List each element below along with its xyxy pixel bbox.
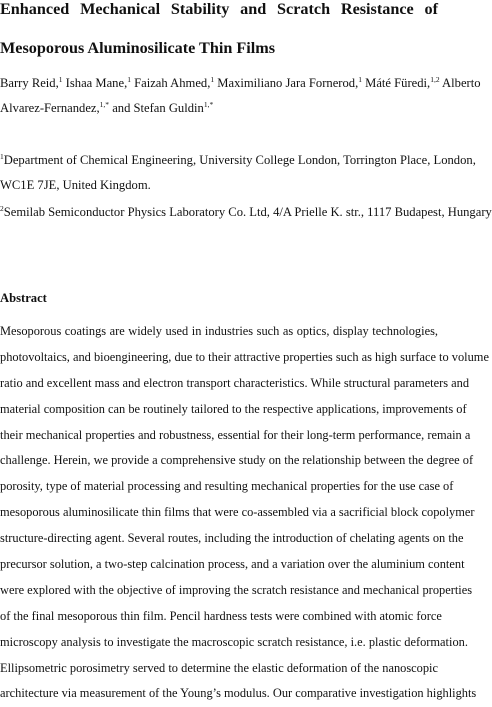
- abstract-line: were explored with the objective of improving the scratch resistance and mechanical properties: [0, 582, 473, 597]
- author-affiliation-mark: 1,2: [430, 74, 440, 84]
- author-list: [0, 71, 481, 121]
- author-name: Faizah Ahmed,: [134, 76, 211, 90]
- abstract-line: mesoporous aluminosilicate thin films that were co-assembled via a sacrificial block copolymer: [0, 505, 475, 520]
- author-line-2: [0, 96, 437, 121]
- abstract-line: Mesoporous coatings are widely used in industries such as optics, display technologies,: [0, 324, 438, 338]
- abstract-line: challenge. Herein, we provide a comprehensive study on the relationship between the degree of: [0, 453, 474, 468]
- abstract-line: their mechanical properties and robustness, essential for their long-term performance, remain a: [0, 427, 471, 442]
- abstract-body: [0, 319, 489, 707]
- affiliation-1-line-1: [0, 148, 476, 173]
- abstract-line: photovoltaics, and bioengineering, due to their attractive properties such as high surface to volume: [0, 349, 489, 364]
- author-name: Maximiliano Jara Fornerod,: [217, 76, 359, 90]
- abstract-line: material composition can be routinely tailored to the respective applications, improvements of: [0, 401, 467, 416]
- affiliation-text: Semilab Semiconductor Physics Laboratory Co. Ltd, 4/A Prielle K. str., 1117 Budapest, Hungary: [3, 205, 492, 219]
- author-name: Ishaa Mane,: [65, 76, 128, 90]
- abstract-line: architecture via measurement of the Young’s modulus. Our comparative investigation highlights: [0, 686, 477, 701]
- abstract-line: of the final mesoporous thin film. Pencil hardness tests were combined with atomic force: [0, 608, 442, 623]
- author-affiliation-mark: 1: [58, 74, 63, 84]
- author-affiliation-mark: 1: [210, 74, 215, 84]
- author-line-1: [0, 71, 481, 96]
- paper-title-line-2: Mesoporous Aluminosilicate Thin Films: [0, 39, 276, 57]
- affiliation-1: [0, 148, 476, 198]
- abstract-line: microscopy analysis to investigate the macroscopic scratch resistance, i.e. plastic deformation.: [0, 634, 468, 649]
- author-name: Barry Reid,: [0, 76, 59, 90]
- affiliation-2-line-1: [0, 200, 492, 225]
- abstract-line: Ellipsometric porosimetry served to determine the elastic deformation of the nanoscopic: [0, 660, 438, 675]
- affiliation-mark: 2: [0, 203, 4, 213]
- author-affiliation-mark: 1: [127, 74, 131, 84]
- author-affiliation-mark: 1,*: [203, 99, 214, 109]
- author-affiliation-mark: 1: [358, 74, 362, 84]
- affiliation-1-line-2: WC1E 7JE, United Kingdom.: [0, 178, 151, 192]
- paper-title-line-1: Enhanced Mechanical Stability and Scratch Resistance of: [0, 0, 438, 18]
- affiliation-text: Department of Chemical Engineering, University College London, Torrington Place, London,: [3, 153, 476, 167]
- author-name: Alberto: [442, 76, 481, 90]
- abstract-line: porosity, type of material processing and resulting mechanical properties for the use case of: [0, 479, 454, 494]
- affiliation-mark: 1: [0, 151, 4, 161]
- abstract-line: precursor solution, a two-step calcination process, and a variation over the aluminium content: [0, 557, 465, 572]
- author-name: and Stefan Guldin: [112, 101, 204, 115]
- abstract-line: structure-directing agent. Several routes, including the introduction of chelating agents on the: [0, 531, 464, 546]
- abstract-heading: Abstract: [0, 291, 47, 305]
- abstract-line: ratio and excellent mass and electron transport characteristics. While structural parameters and: [0, 375, 470, 390]
- author-affiliation-mark: 1,*: [99, 99, 110, 109]
- affiliation-2: [0, 200, 492, 225]
- author-name: Máté Füredi,: [365, 76, 431, 90]
- author-name: Alvarez-Fernandez,: [0, 101, 100, 115]
